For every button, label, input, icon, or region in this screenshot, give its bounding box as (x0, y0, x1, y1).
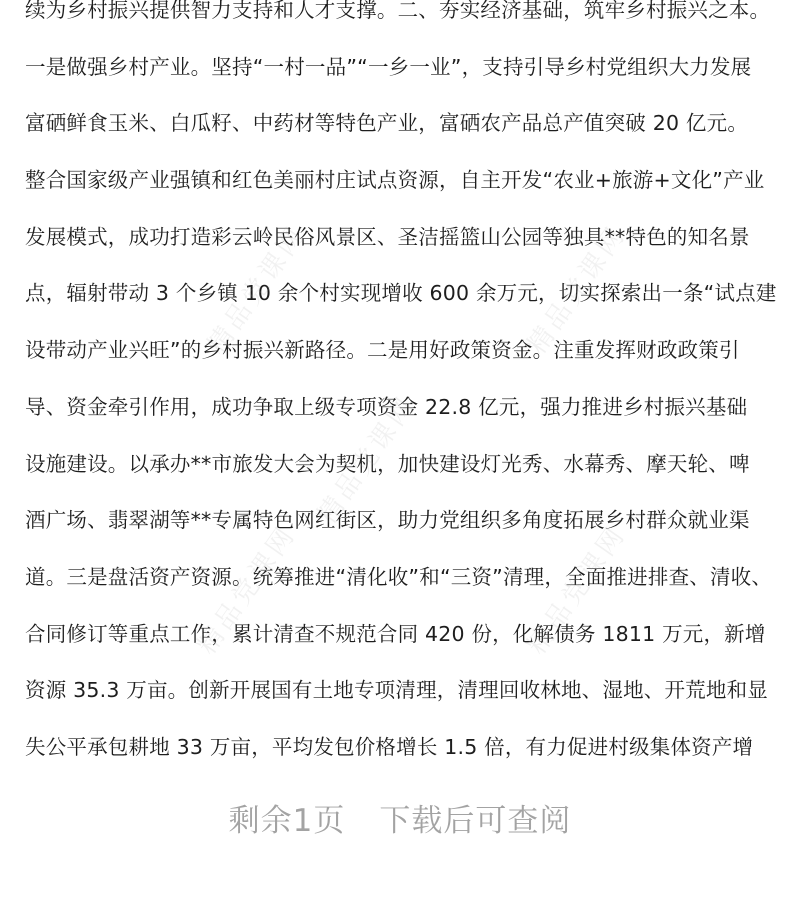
document-line: 设施建设。以承办**市旅发大会为契机，加快建设灯光秀、水幕秀、摩天轮、啤 (25, 451, 750, 476)
remaining-pages-label: 剩余1页 (228, 803, 346, 839)
document-line: 失公平承包耕地 33 万亩，平均发包价格增长 1.5 倍，有力促进村级集体资产增 (25, 734, 754, 759)
document-line: 发展模式，成功打造彩云岭民俗风景区、圣洁摇篮山公园等独具**特色的知名景 (25, 224, 750, 249)
document-line: 道。三是盘活资产资源。统筹推进“清化收”和“三资”清理，全面推进排查、清收、 (25, 564, 773, 589)
document-body (25, 0, 785, 760)
remaining-pages-banner[interactable] (0, 795, 800, 840)
watermark: 精品党课网 (311, 389, 423, 530)
document-line: 资源 35.3 万亩。创新开展国有土地专项清理，清理回收林地、湿地、开荒地和显 (25, 678, 768, 703)
document-line: 富硒鲜食玉米、白瓜籽、中药材等特色产业，富硒农产品总产值突破 20 亿元。 (25, 111, 749, 136)
document-line: 整合国家级产业强镇和红色美丽村庄试点资源，自主开发“农业+旅游+文化”产业 (25, 168, 765, 193)
document-line: 续为乡村振兴提供智力支持和人才支撑。二、夯实经济基础，筑牢乡村振兴之本。 (25, 0, 771, 22)
document-line: 酒广场、翡翠湖等**专属特色网红街区，助力党组织多角度拓展乡村群众就业渠 (25, 508, 750, 533)
watermark: 精品党课网 (521, 219, 633, 360)
document-line: 点，辐射带动 3 个乡镇 10 余个村实现增收 600 余万元，切实探索出一条“试点建 (25, 281, 777, 306)
document-line: 设带动产业兴旺”的乡村振兴新路径。二是用好政策资金。注重发挥财政政策引 (25, 338, 740, 363)
watermark: 精品党课网 (201, 219, 313, 360)
document-line: 合同修订等重点工作，累计清查不规范合同 420 份，化解债务 1811 万元，新增 (25, 621, 766, 646)
document-line: 导、资金牵引作用，成功争取上级专项资金 22.8 亿元，强力推进乡村振兴基础 (25, 394, 748, 419)
download-hint-label: 下载后可查阅 (379, 803, 572, 839)
watermark: 精品党课网 (521, 519, 633, 660)
watermark: 精品党课网 (191, 519, 303, 660)
document-line: 一是做强乡村产业。坚持“一村一品”“一乡一业”，支持引导乡村党组织大力发展 (25, 54, 752, 79)
